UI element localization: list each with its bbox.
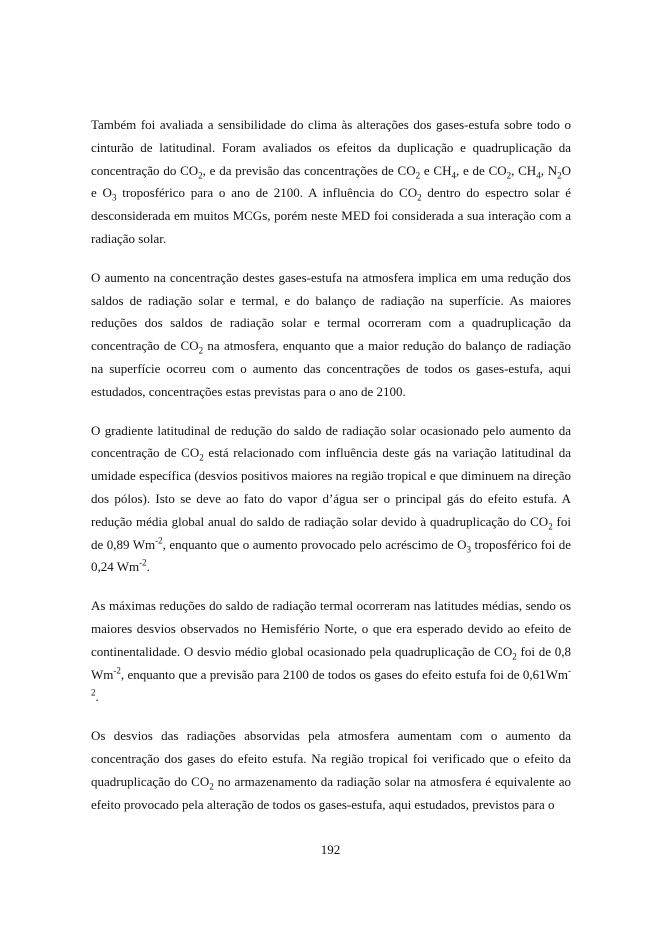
paragraph-3 — [91, 420, 571, 580]
superscript: -2 — [139, 558, 147, 569]
text-run: , enquanto que a previsão para 2100 de todos os gases do efeito estufa foi de 0,61Wm — [120, 666, 568, 682]
subscript: 4 — [451, 170, 456, 181]
subscript: 4 — [536, 170, 541, 181]
superscript: -2 — [91, 665, 571, 698]
text-run: , N — [540, 162, 558, 178]
text-run: dentro do espectro solar é desconsiderada em muitos MCGs, porém neste MED foi considerada a sua interação com a radiação solar. — [91, 185, 571, 246]
superscript: -2 — [155, 535, 163, 546]
subscript: 2 — [209, 781, 214, 792]
paragraph-5 — [91, 725, 571, 816]
text-run: O aumento na concentração destes gases-estufa na atmosfera implica em uma redução dos saldos de radiação solar e termal, e do balanço de radiação na superfície. As maiores reduções dos saldos de radiação solar e termal ocorreram com a quadruplicação da concentração de CO — [91, 269, 571, 354]
subscript: 2 — [417, 192, 422, 203]
text-run: O e O — [91, 162, 571, 201]
subscript: 2 — [198, 345, 204, 356]
text-run: , e da previsão das concentrações de CO — [202, 162, 416, 178]
subscript: 2 — [199, 452, 204, 463]
paragraph-1 — [91, 114, 571, 251]
text-run: Os desvios das radiações absorvidas pela atmosfera aumentam com o aumento da concentração dos gases do efeito estufa. Na região tropical foi verificado que o efeito da quadruplicação do CO — [91, 728, 571, 789]
subscript: 2 — [198, 170, 203, 181]
subscript: 2 — [557, 170, 562, 181]
superscript: -2 — [113, 665, 121, 676]
page-number: 192 — [320, 842, 341, 857]
text-run: , CH — [511, 162, 537, 178]
text-run: troposférico para o ano de 2100. A influência do CO — [116, 185, 418, 201]
paragraph-4 — [91, 595, 571, 709]
text-run: As máximas reduções do saldo de radiação termal ocorreram nas latitudes médias, sendo os maiores desvios observados no Hemisfério Norte, o que era esperado devido ao efeito de continentalidade. O desvio médio global ocasionado pela quadruplicação de CO — [91, 598, 571, 659]
text-run: , e de CO — [455, 162, 507, 178]
text-run: O gradiente latitudinal de redução do saldo de radiação solar ocasionado pelo aumento da concentração de CO — [91, 422, 571, 461]
text-run: na atmosfera, enquanto que a maior redução do balanço de radiação na superfície ocorreu com o aumento das concentrações de todos os gases-estufa, aqui estudados, concentrações estas previstas para o ano de 2100. — [91, 338, 571, 399]
text-run: , enquanto que o aumento provocado pelo acréscimo de O — [162, 536, 467, 552]
subscript: 2 — [506, 170, 512, 181]
text-run: e CH — [420, 162, 452, 178]
subscript: 2 — [415, 170, 421, 181]
text-run: foi de 0,8 Wm — [91, 643, 571, 682]
text-run: no armazenamento da radiação solar na atmosfera é equivalente ao efeito provocado pela alteração de todos os gases-estufa, aqui estudados, previstos para o — [91, 773, 571, 812]
subscript: 2 — [548, 521, 553, 532]
text-run: foi de 0,89 Wm — [91, 513, 571, 552]
text-run: está relacionado com influência deste gás na variação latitudinal da umidade específica (desvios positivos maiores na região tropical e que diminuem na direção dos pólos). Isto se deve ao fato do vapor d’água ser o principal gás do efeito estufa. A redução média global anual do saldo de radiação solar devido à quadruplicação do CO — [91, 445, 572, 529]
subscript: 2 — [512, 651, 517, 662]
subscript: 3 — [466, 544, 472, 555]
text-run: Também foi avaliada a sensibilidade do clima às alterações dos gases-estufa sobre todo o cinturão de latitudinal. Foram avaliados os efeitos da duplicação e quadruplicação da concentração do CO — [91, 117, 571, 178]
paragraph-2 — [91, 267, 571, 404]
subscript: 3 — [111, 192, 117, 203]
text-run: . — [146, 559, 150, 575]
page-body — [91, 114, 571, 832]
text-run: troposférico foi de 0,24 Wm — [91, 536, 571, 575]
text-run: . — [95, 689, 99, 705]
